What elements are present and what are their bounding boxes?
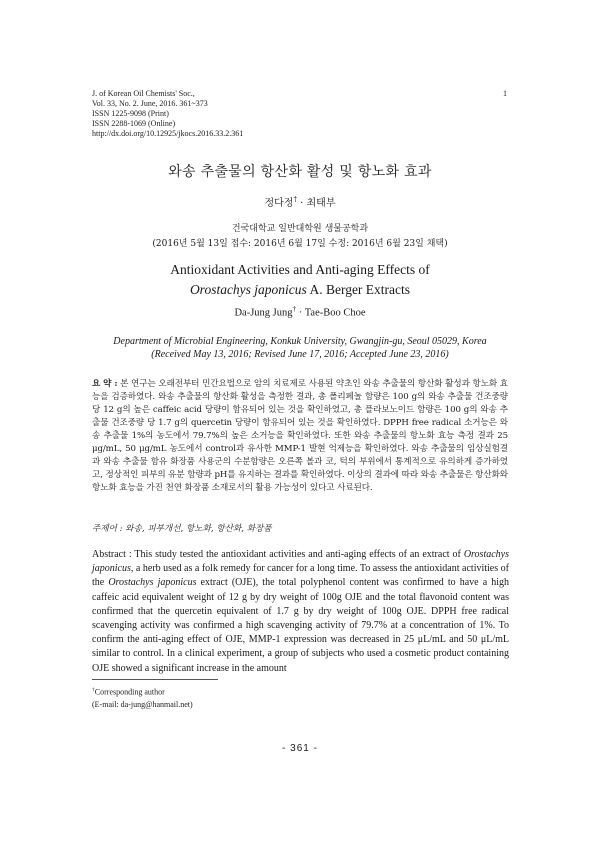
abstract-ko-label: 요 약 : — [92, 379, 118, 389]
abstract-en-i2: Orostachys japonicus — [108, 577, 197, 589]
issn-print: ISSN 1225-9098 (Print) — [92, 109, 169, 118]
affiliation-korean: 건국대학교 일반대학원 생물공학과 — [231, 224, 369, 234]
corresponding-author-label: Corresponding author — [94, 687, 165, 697]
author-separator-en: · — [296, 307, 305, 319]
abstract-en-i1: Orostachys japonicus — [92, 549, 509, 575]
author1-en: Da-Jung Jung — [234, 307, 293, 319]
dagger-mark-en: † — [292, 304, 297, 313]
footnote — [92, 684, 193, 711]
journal-volume: Vol. 33, No. 2. June, 2016. 361~373 — [92, 99, 208, 108]
title-korean: 와송 추출물의 항산화 활성 및 항노화 효과 — [168, 164, 432, 180]
keywords-korean: 주제어 : 와송, 피부개선, 항노화, 항산화, 화장품 — [92, 524, 272, 534]
author-separator: · — [296, 198, 307, 209]
page-top-number: 1 — [503, 89, 507, 98]
dagger-mark: † — [293, 195, 297, 204]
abstract-en-label: Abstract : — [92, 549, 132, 560]
author2-en: Tae-Boo Choe — [304, 307, 366, 319]
title-en-line2 — [0, 280, 600, 300]
title-english — [0, 260, 600, 300]
issn-online: ISSN 2288-1069 (Online) — [92, 119, 176, 128]
authors-english — [0, 304, 600, 319]
species-italic: Orostachys japonicus — [189, 282, 307, 297]
abstract-ko-text: 본 연구는 오래전부터 민간요법으로 암의 치료제로 사용된 약초인 와송 추출물의 항산화 활성과 항노화 효능을 검증하였다. 와송 추출물의 항산화 활성을 측정한 결과, 총 폴리페놀 함량은 100 g의 와송 추출물 건조중량 당 12 g의 높은 caffeic acid 당량이 함유되어 있는 것을 확인하였고, 총 플라보노이드 함량은 100 g의 와송 추출물 건조중량 당 1.7 g의 quercetin 당량이 함유되어 있는 것을 확인하였다. DPPH free radical 소거능은 와송 추출물 1%의 농도에서 79.7%의 높은 소거능을 확인하였다. 또한 와송 추출물의 항노화 효능 측정 결과 25 μg/mL, 50 μg/mL 농도에서 control과 유사한 MMP-1 발현 억제능을 확인하였다. 와송 추출물의 임상실험결과 와송 추출물 함유 화장품 사용군의 수분함량은 오른쪽 볼과 코, 턱의 부위에서 통계적으로 유의하게 증가하였고, 정상적인 피부의 유분 함량과 pH를 유지하는 결과를 확인하였다. 이상의 결과에 따라 와송 추출물은 항산화와 항노화 효능을 가진 천연 화장품 소재로서의 활용 가능성이 있다고 사료된다. — [92, 379, 508, 493]
affiliation-en-line2: (Received May 13, 2016; Revised June 17, 2016; Accepted June 23, 2016) — [151, 349, 449, 360]
dates-korean: (2016년 5월 13일 접수: 2016년 6월 17일 수정: 2016년 6월 23일 채택) — [152, 239, 448, 249]
abstract-en-p1: This study tested the antioxidant activities and anti-aging effects of an extract of — [131, 549, 464, 560]
footnote-line1 — [92, 684, 193, 699]
authors-korean — [0, 194, 600, 209]
page-bottom-number: - 361 - — [282, 743, 318, 754]
footnote-divider — [92, 679, 218, 680]
abstract-en-p2: , a herb used as a folk remedy for cancer for a long time. To assess the antioxidant activities of the — [92, 563, 509, 589]
doi-link: http://dx.doi.org/10.12925/jkocs.2016.33.2.361 — [92, 129, 244, 138]
journal-info — [92, 89, 243, 139]
footnote-dagger: † — [92, 687, 95, 693]
abstract-korean — [92, 378, 508, 495]
title-en-rest: A. Berger Extracts — [306, 282, 411, 297]
affiliation-en-line1: Department of Microbial Engineering, Konkuk University, Gwangjin-gu, Seoul 05029, Korea — [113, 336, 487, 347]
author2-ko: 최태부 — [306, 198, 336, 209]
journal-name: J. of Korean Oil Chemists' Soc., — [92, 89, 195, 98]
author1-ko: 정다정 — [264, 198, 294, 209]
affiliation-english — [0, 335, 600, 361]
title-en-line1: Antioxidant Activities and Anti-aging Effects of — [170, 262, 430, 277]
abstract-english — [92, 548, 509, 676]
footnote-email: (E-mail: da-jung@hanmail.net) — [92, 699, 193, 709]
abstract-en-p3: extract (OJE), the total polyphenol content was confirmed to have a high caffeic acid equivalent weight of 12 g by dry weight of 100g OJE and the total flavonoid content was confirmed that the quercetin equivalent of 1.7 g by dry weight of 100g OJE. DPPH free radical scavenging activity was confirmed a high scavenging activity of 79.7% at a concentration of 1%. To confirm the anti-aging effect of OJE, MMP-1 expression was decreased in 25 μL/mL and 50 μL/mL similar to control. In a clinical experiment, a group of subjects who used a cosmetic product containing OJE showed a significant increase in the amount — [92, 577, 509, 674]
